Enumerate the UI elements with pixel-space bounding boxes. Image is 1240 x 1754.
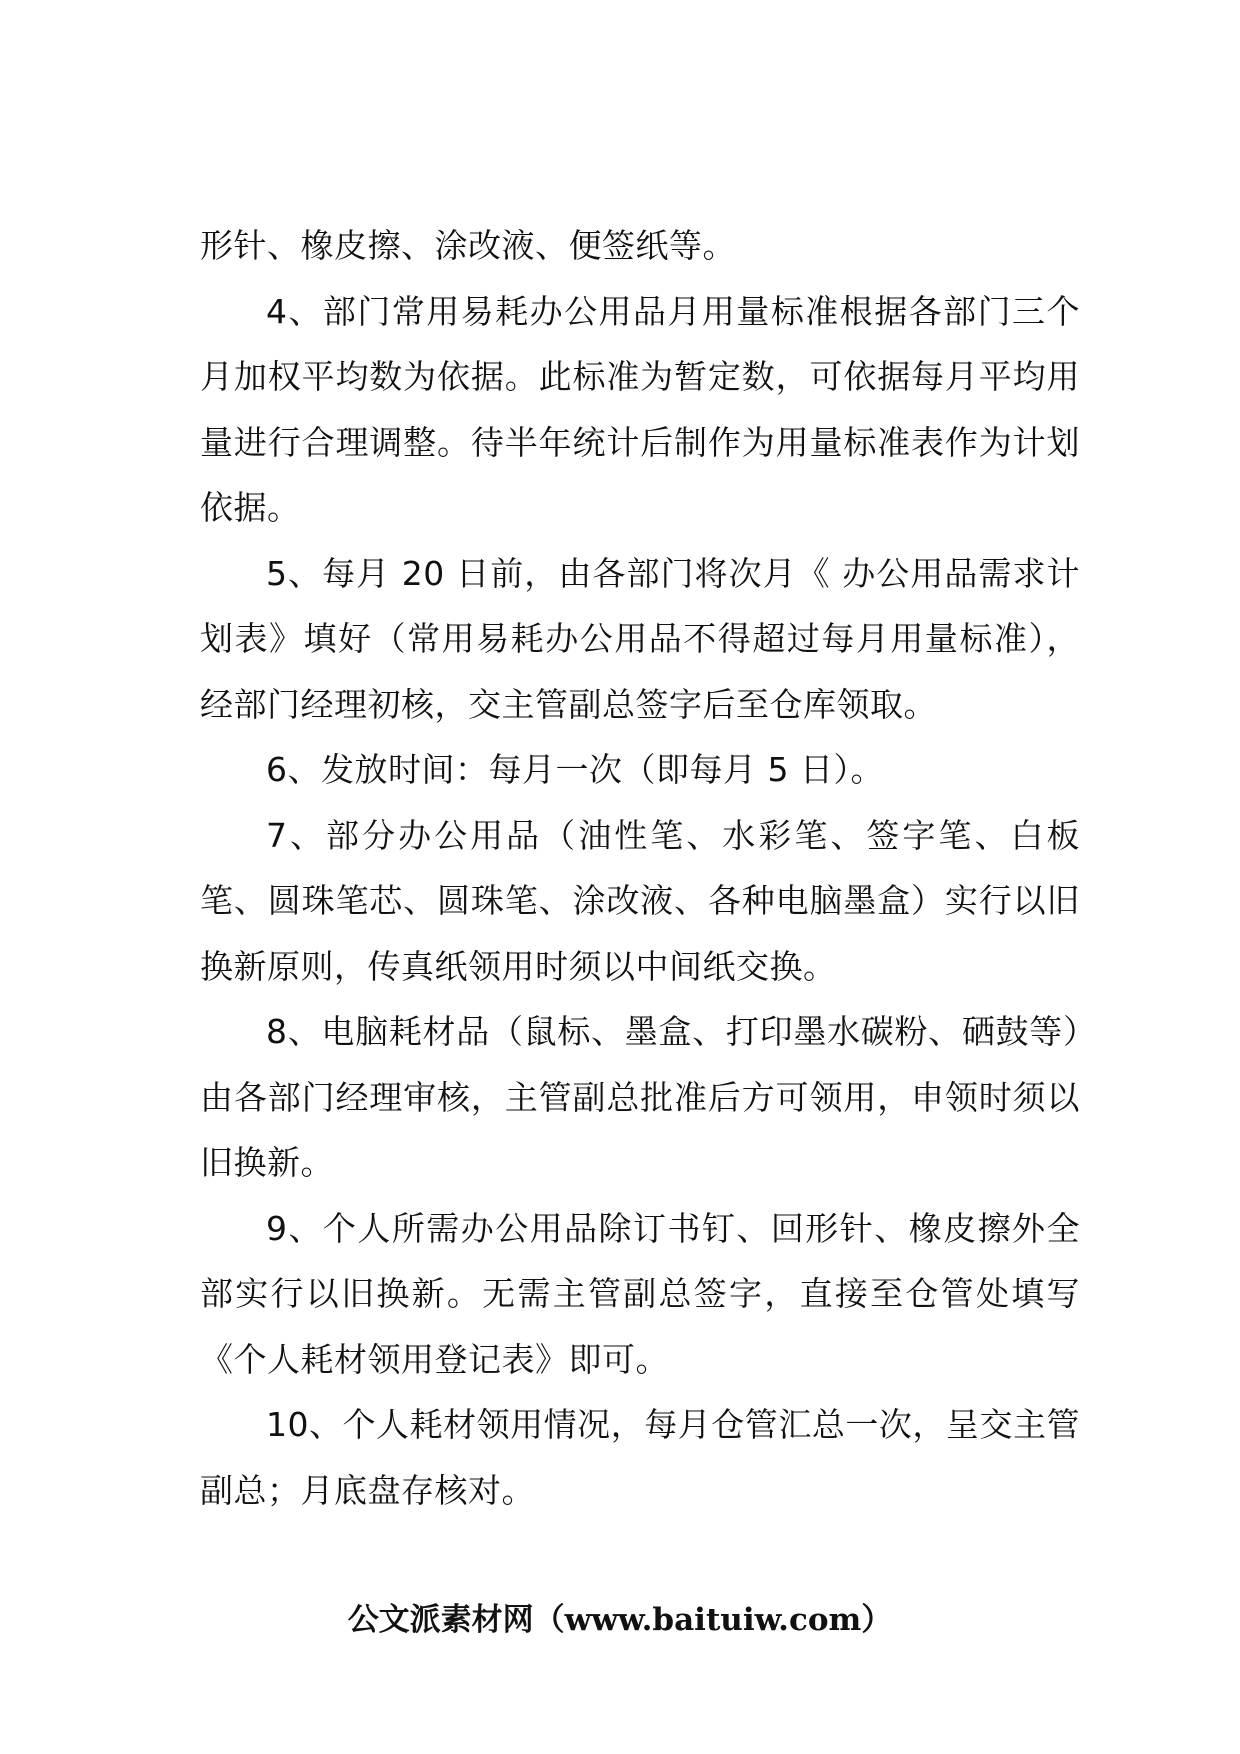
document-body <box>200 213 1080 1523</box>
page-footer-watermark: 公文派素材网（www.baituiw.com） <box>347 1602 893 1638</box>
paragraph-continuation: 形针、橡皮擦、涂改液、便签纸等。 <box>200 226 736 265</box>
paragraph-item-4: 4、部门常用易耗办公用品月用量标准根据各部门三个月加权平均数为依据。此标准为暂定数，可依据每月平均用量进行合理调整。待半年统计后制作为用量标准表作为计划依据。 <box>200 291 1080 527</box>
paragraph-item-10: 10、个人耗材领用情况，每月仓管汇总一次，呈交主管副总；月底盘存核对。 <box>200 1405 1080 1510</box>
paragraph-item-6: 6、发放时间：每月一次（即每月 5 日）。 <box>266 750 884 789</box>
paragraph-item-5: 5、每月 20 日前，由各部门将次月《 办公用品需求计划表》填好（常用易耗办公用品不得超过每月用量标准），经部门经理初核，交主管副总签字后至仓库领取。 <box>200 553 1080 724</box>
paragraph-item-8: 8、电脑耗材品（鼠标、墨盒、打印墨水碳粉、硒鼓等）由各部门经理审核，主管副总批准后方可领用，申领时须以旧换新。 <box>200 1012 1080 1182</box>
paragraph-item-7: 7、部分办公用品（油性笔、水彩笔、签字笔、白板笔、圆珠笔芯、圆珠笔、涂改液、各种电脑墨盒）实行以旧换新原则，传真纸领用时须以中间纸交换。 <box>200 815 1080 986</box>
paragraph-item-9: 9、个人所需办公用品除订书钉、回形针、橡皮擦外全部实行以旧换新。无需主管副总签字，直接至仓管处填写《个人耗材领用登记表》即可。 <box>200 1208 1080 1379</box>
